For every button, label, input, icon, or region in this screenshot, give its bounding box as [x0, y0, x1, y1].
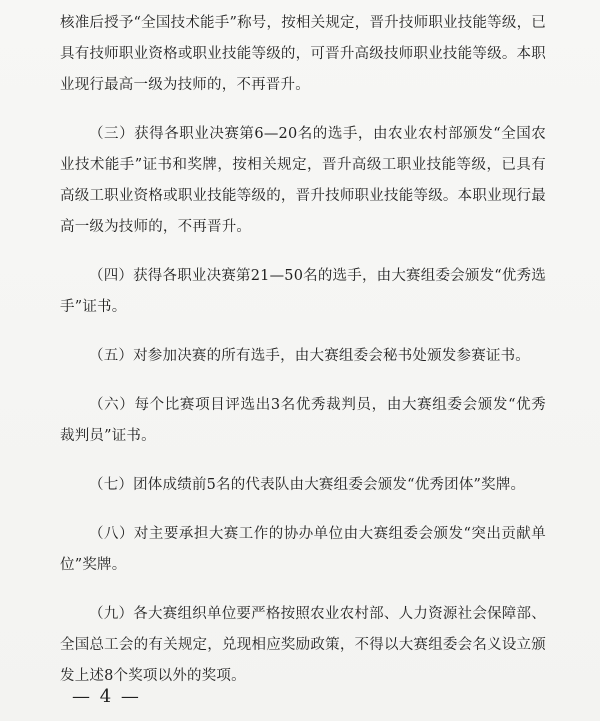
paragraph-continuation: 核准后授予“全国技术能手”称号，按相关规定，晋升技师职业技能等级，已具有技师职业资格或职业技能等级的，可晋升高级技师职业技能等级。本职业现行最高一级为技师的，不再晋升。 [60, 15, 546, 93]
paragraph-item-5: （五）对参加决赛的所有选手，由大赛组委会秘书处颁发参赛证书。 [89, 348, 530, 364]
paragraph-item-3: （三）获得各职业决赛第6—20名的选手，由农业农村部颁发“全国农业技术能手”证书和奖牌，按相关规定，晋升高级工职业技能等级，已具有高级工职业资格或职业技能等级的，晋升技师职业技能等级。本职业现行最高一级为技师的，不再晋升。 [60, 126, 546, 235]
paragraph-item-9: （九）各大赛组织单位要严格按照农业农村部、人力资源社会保障部、全国总工会的有关规定，兑现相应奖励政策，不得以大赛组委会名义设立颁发上述8个奖项以外的奖项。 [60, 606, 546, 684]
paragraph-item-4: （四）获得各职业决赛第21—50名的选手，由大赛组委会颁发“优秀选手”证书。 [60, 268, 546, 315]
document-body [60, 8, 546, 692]
paragraph-item-6: （六）每个比赛项目评选出3名优秀裁判员，由大赛组委会颁发“优秀裁判员”证书。 [60, 397, 546, 444]
paragraph-item-7: （七）团体成绩前5名的代表队由大赛组委会颁发“优秀团体”奖牌。 [89, 477, 526, 493]
page-number: — 4 — [72, 686, 141, 707]
paragraph-item-8: （八）对主要承担大赛工作的协办单位由大赛组委会颁发“突出贡献单位”奖牌。 [60, 526, 546, 573]
